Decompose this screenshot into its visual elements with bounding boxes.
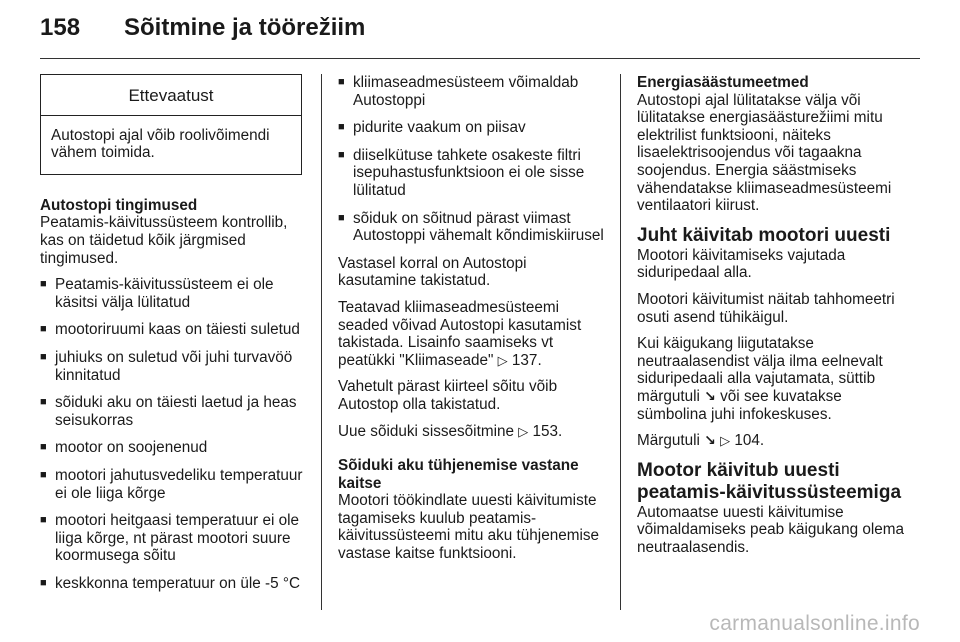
page-reference[interactable]: 137. [511, 351, 542, 369]
paragraph-text: Uue sõiduki sissesõitmine [338, 422, 514, 440]
column-divider-1 [321, 74, 322, 610]
caution-box [40, 74, 302, 175]
autostop-indicator-icon: ↘ [704, 432, 716, 449]
page-header [40, 14, 365, 54]
caution-title: Ettevaatust [41, 75, 301, 116]
paragraph [637, 335, 905, 423]
list-item: ■ Peatamis-käivitussüsteem ei ole käsitsi välja lülitatud [40, 276, 304, 311]
page-title: Sõitmine ja töörežiim [124, 14, 366, 41]
paragraph: Automaatse uuesti käivitumise võimaldamiseks peab käigukang olema neutraalasendis. [637, 503, 904, 556]
paragraph-text: Märgutuli [637, 432, 700, 450]
list-item: ■ sõiduki aku on täiesti laetud ja heas seisukorras [40, 394, 304, 429]
conditions-list [40, 276, 304, 592]
page-reference-icon: ▷ [720, 433, 731, 449]
column-3 [637, 74, 905, 565]
section-heading-system-restart: Mootor käivitub uuesti peatamis-käivitussüsteemiga [637, 459, 902, 503]
list-item: ■ sõiduk on sõitnud pärast viimast Autostoppi vähemalt kõndimiskiirusel [338, 210, 604, 245]
paragraph: Autostopi ajal lülitatakse välja või lülitatakse energiasäästurežiimi mitu elektrilist funktsiooni, näiteks lisaelektrisoojendus või tagaakna soojendus. Energia säästmiseks vähendatakse kliimaseadmesüsteemi ventilaatori kiirust. [637, 91, 892, 215]
section-heading-driver-restart: Juht käivitab mootori uuesti [637, 224, 891, 246]
page-number: 158 [40, 14, 81, 41]
list-item: ■ mootori jahutusvedeliku temperatuur ei ole liiga kõrge [40, 467, 304, 502]
page-reference-icon: ▷ [497, 352, 508, 368]
autostop-conditions-intro: Peatamis-käivitussüsteem kontrollib, kas on täidetud kõik järgmised tingimused. [40, 214, 288, 267]
column-divider-2 [620, 74, 621, 610]
autostop-indicator-icon: ↘ [704, 387, 716, 404]
page-reference[interactable]: 104. [734, 432, 765, 450]
list-item: ■ mootori heitgaasi temperatuur ei ole liiga kõrge, nt pärast mootori suure koormusega sõitu [40, 512, 304, 565]
page-reference-icon: ▷ [518, 423, 529, 439]
list-item: ■ mootor on soojenenud [40, 439, 304, 457]
paragraph-text: või see kuvatakse sümbolina juhi infokeskuses. [637, 387, 842, 423]
paragraph: Vastasel korral on Autostopi kasutamine takistatud. [338, 254, 527, 290]
paragraph: Mootori töökindlate uuesti käivitumiste tagamiseks kuulub peatamis-käivitussüsteemi mitu aku tühjenemise vastase kaitse funktsiooni. [338, 492, 600, 563]
autostop-conditions-heading: Autostopi tingimused [40, 196, 198, 214]
column-2 [338, 74, 604, 572]
paragraph: Vahetult pärast kiirteel sõitu võib Autostop olla takistatud. [338, 378, 558, 413]
list-item: ■ juhiuks on suletud või juhi turvavöö kinnitatud [40, 349, 304, 384]
conditions-list-continued [338, 74, 604, 245]
page-reference[interactable]: 153. [532, 422, 563, 440]
list-item: ■ diiselkütuse tahkete osakeste filtri isepuhastusfunktsioon ei ole sisse lülitatud [338, 147, 604, 200]
list-item: ■ mootoriruumi kaas on täiesti suletud [40, 321, 304, 339]
list-item: ■ pidurite vaakum on piisav [338, 119, 604, 137]
battery-protection-heading: Sõiduki aku tühjenemise vastane kaitse [338, 457, 579, 492]
header-divider [40, 58, 920, 59]
paragraph: Mootori käivitamiseks vajutada siduripedaal alla. [637, 246, 846, 282]
paragraph [338, 423, 604, 441]
energy-saving-heading: Energiasäästumeetmed [637, 74, 809, 91]
list-item: ■ kliimaseadmesüsteem võimaldab Autostoppi [338, 74, 604, 109]
paragraph [637, 432, 905, 450]
list-item: ■ keskkonna temperatuur on üle -5 °C [40, 575, 304, 593]
caution-text: Autostopi ajal võib roolivõimendi vähem toimida. [51, 126, 270, 162]
paragraph-text: Kui käigukang liigutatakse neutraalasendist välja ilma eelnevalt siduripedaali alla vajutamata, süttib märgutuli [637, 335, 883, 405]
column-1 [40, 74, 304, 602]
paragraph-text: Teatavad kliimaseadmesüsteemi seaded võivad Autostopi kasutamist takistada. Lisainfo saamiseks vt peatükki "Kliimaseade" [338, 298, 582, 369]
paragraph: Mootori käivitumist näitab tahhomeetri osuti asend tühikäigul. [637, 290, 895, 326]
paragraph [338, 299, 604, 369]
watermark: carmanualsonline.info [709, 612, 920, 635]
